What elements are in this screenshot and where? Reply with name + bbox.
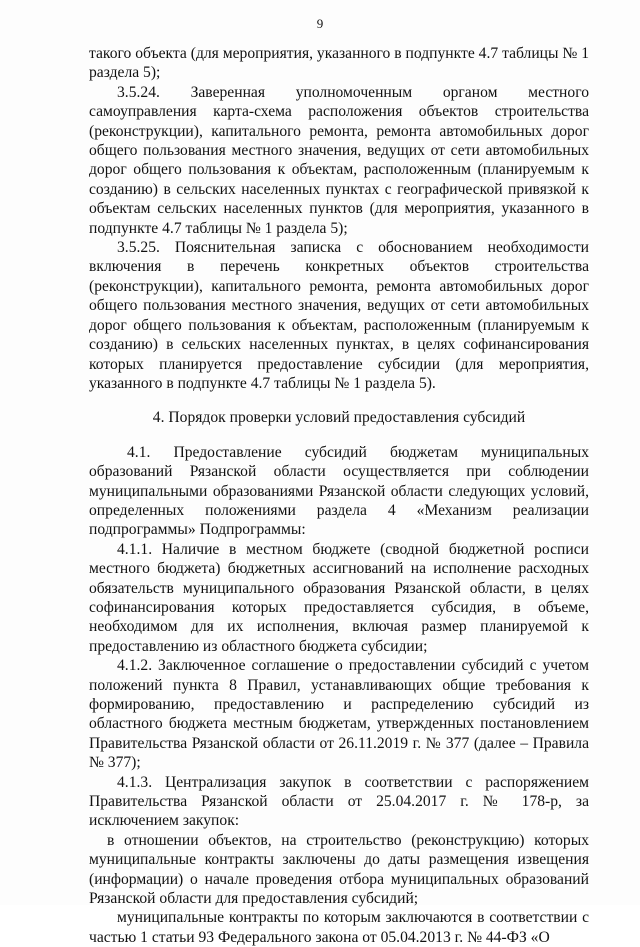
paragraph-3-5-24: 3.5.24. Заверенная уполномоченным органом местного самоуправления карта-схема расположения объектов строительства (реконструкции), капитального ремонта, ремонта автомобильных дорог общего пользования местного значения, ведущих от сети автомобильных дорог общего пользования к объектам, расположенным (планируемым к созданию) в сельских населенных пунктах с географической привязкой к объектам сельских населенных пунктов (для мероприятия, указанного в подпункте 4.7 таблицы № 1 раздела 5); [89,83,589,237]
paragraph-exception-1: в отношении объектов, на строительство (реконструкцию) которых муниципальные контракты заключены до даты размещения извещения (информации) о начале проведения отбора муниципальных образований Рязанской области для предоставления субсидий; [89,831,589,908]
paragraph-4-1-2: 4.1.2. Заключенное соглашение о предоставлении субсидий с учетом положений пункта 8 Правил, устанавливающих общие требования к формированию, предоставлению и распределению субсидий из областного бюджета местным бюджетам, утвержденных постановлением Правительства Рязанской области от 26.11.2019 г. № 377 (далее – Правила № 377); [89,657,589,772]
paragraph-continuation: такого объекта (для мероприятия, указанного в подпункте 4.7 таблицы № 1 раздела 5); [89,45,589,82]
document-body [89,44,589,947]
paragraph-4-1: 4.1. Предоставление субсидий бюджетам муниципальных образований Рязанской области осуществляется при соблюдении муниципальными образованиями Рязанской области следующих условий, определенных положениями раздела 4 «Механизм реализации подпрограммы» Подпрограммы: [89,443,589,539]
paragraph-exception-2: муниципальные контракты по которым заключаются в соответствии с частью 1 статьи 93 Федерального закона от 05.04.2013 г. № 44-ФЗ «О [89,909,589,946]
page-number: 9 [316,16,324,31]
paragraph-3-5-25: 3.5.25. Пояснительная записка с обоснованием необходимости включения в перечень конкретных объектов строительства (реконструкции), капитального ремонта, ремонта автомобильных дорог общего пользования местного значения, ведущих от сети автомобильных дорог общего пользования к объектам, расположенным (планируемым к созданию) в сельских населенных пунктах, в целях софинансирования которых планируется предоставление субсидии (для мероприятия, указанного в подпункте 4.7 таблицы № 1 раздела 5). [89,239,589,392]
paragraph-4-1-1: 4.1.1. Наличие в местном бюджете (сводной бюджетной росписи местного бюджета) бюджетных ассигнований на исполнение расходных обязательств муниципального образования Рязанской области, в целях софинансирования которых предоставляется субсидия, в объеме, необходимом для их исполнения, включая размер планируемой к предоставлению из областного бюджета субсидии; [89,540,589,655]
section-heading: 4. Порядок проверки условий предоставления субсидий [152,409,526,427]
paragraph-4-1-3: 4.1.3. Централизация закупок в соответствии с распоряжением Правительства Рязанской области от 25.04.2017 г. № 178-р, за исключением закупок: [89,773,589,830]
